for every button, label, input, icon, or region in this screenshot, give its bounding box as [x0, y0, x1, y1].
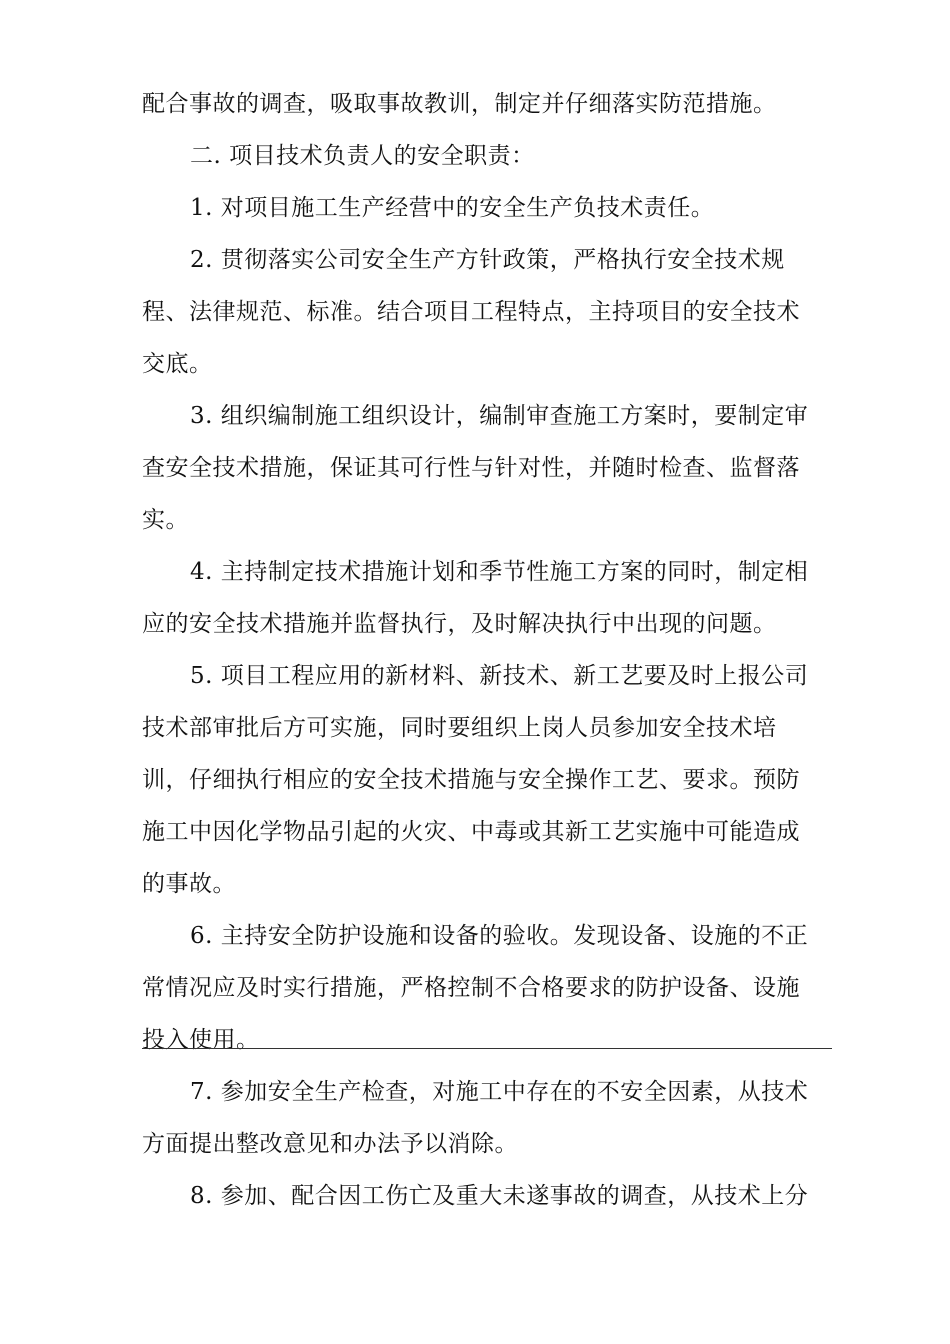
paragraph-line: 2. 贯彻落实公司安全生产方针政策，严格执行安全技术规: [190, 247, 785, 273]
paragraph-line: 6. 主持安全防护设施和设备的验收。发现设备、设施的不正: [190, 923, 809, 949]
page-separator-rule: [142, 1048, 832, 1049]
paragraph-line: 配合事故的调查，吸取事故教训，制定并仔细落实防范措施。: [142, 91, 777, 117]
paragraph-line: 训，仔细执行相应的安全技术措施与安全操作工艺、要求。预防: [142, 767, 800, 793]
section-heading: 二. 项目技术负责人的安全职责：: [190, 143, 535, 169]
paragraph-line: 7. 参加安全生产检查，对施工中存在的不安全因素，从技术: [190, 1079, 809, 1105]
paragraph-line: 交底。: [142, 351, 213, 377]
document-page-body-continued: [142, 1066, 832, 1222]
paragraph-line: 投入使用。: [142, 1027, 260, 1053]
paragraph-line: 应的安全技术措施并监督执行，及时解决执行中出现的问题。: [142, 611, 777, 637]
paragraph-line: 8. 参加、配合因工伤亡及重大未遂事故的调查，从技术上分: [190, 1183, 809, 1209]
paragraph-line: 方面提出整改意见和办法予以消除。: [142, 1131, 518, 1157]
paragraph-line: 施工中因化学物品引起的火灾、中毒或其新工艺实施中可能造成: [142, 819, 800, 845]
paragraph-line: 5. 项目工程应用的新材料、新技术、新工艺要及时上报公司: [190, 663, 809, 689]
paragraph-line: 常情况应及时实行措施，严格控制不合格要求的防护设备、设施: [142, 975, 800, 1001]
paragraph-line: 1. 对项目施工生产经营中的安全生产负技术责任。: [190, 195, 715, 221]
document-page-body: [142, 78, 832, 1066]
paragraph-line: 程、法律规范、标准。结合项目工程特点，主持项目的安全技术: [142, 299, 800, 325]
paragraph-line: 查安全技术措施，保证其可行性与针对性，并随时检查、监督落: [142, 455, 800, 481]
paragraph-line: 技术部审批后方可实施，同时要组织上岗人员参加安全技术培: [142, 715, 777, 741]
paragraph-line: 实。: [142, 507, 189, 533]
paragraph-line: 4. 主持制定技术措施计划和季节性施工方案的同时，制定相: [190, 559, 809, 585]
paragraph-line: 的事故。: [142, 871, 236, 897]
paragraph-line: 3. 组织编制施工组织设计，编制审查施工方案时，要制定审: [190, 403, 809, 429]
